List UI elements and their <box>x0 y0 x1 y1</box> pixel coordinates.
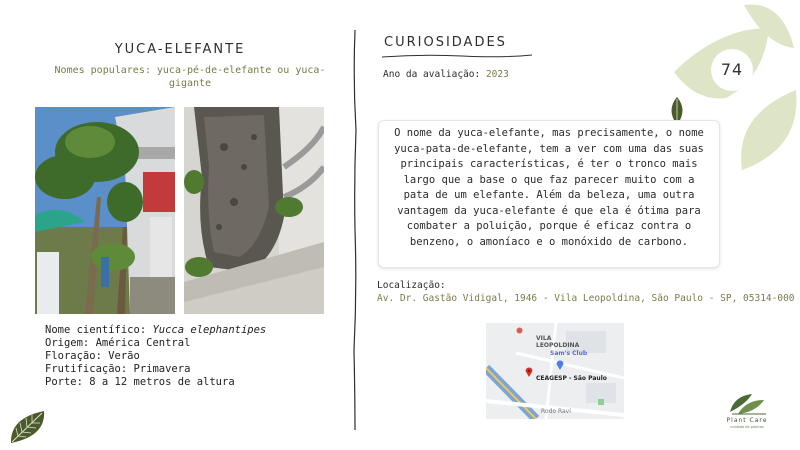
location-label: Localização: <box>377 280 446 291</box>
plant-facts <box>45 324 266 389</box>
yucca-trunk-image <box>184 107 324 314</box>
popular-names: Nomes populares: yuca-pé-de-elefante ou yuca-gigante <box>54 65 326 89</box>
column-divider <box>350 30 360 430</box>
size-row: Porte: 8 a 12 metros de altura <box>45 376 235 388</box>
map-poi-club: Sam's Club <box>550 350 588 357</box>
flowering-row: Floração: Verão <box>45 350 140 362</box>
map-district-label: VILA LEOPOLDINA <box>536 335 580 349</box>
curiosity-text: O nome da yuca-elefante, mas precisamente, o nome yuca-pata-de-elefante, tem a ver com uma das suas principais características, é ter o tronco mais largo que a base o que faz parecer muito com a pata de um elefante. Além da beleza, uma outra vantagem da yuca-elefante é que ela é ótima para combater a poluição, porque é eficaz contra o benzeno, o amoníaco e o monóxido de carbono. <box>394 127 704 248</box>
yucca-trees-image <box>35 107 175 314</box>
leaf-icon <box>8 408 48 446</box>
location-address: Av. Dr. Gastão Vidigal, 1946 - Vila Leopoldina, São Paulo - SP, 05314-000 <box>377 293 795 304</box>
title-underline <box>382 52 532 60</box>
curiosities-title: CURIOSIDADES <box>384 35 507 50</box>
brand-tagline: cuidado de plantas <box>730 425 764 429</box>
fruiting-row: Frutificação: Primavera <box>45 363 191 375</box>
map-poi-main: CEAGESP - São Paulo <box>536 375 607 382</box>
map-poi-red-icon <box>516 327 523 334</box>
plant-title: YUCA-ELEFANTE <box>114 42 246 57</box>
plant-photo-trunk <box>184 107 324 314</box>
year-value: 2023 <box>485 69 509 80</box>
brand-name: Plant Care <box>726 417 768 424</box>
origin-row: Origem: América Central <box>45 337 191 349</box>
scientific-name-value: Yucca elephantipes <box>152 324 267 336</box>
brand-logo-icon <box>726 390 768 416</box>
scientific-name-label: Nome científico: <box>45 324 153 336</box>
year-label: Ano da avaliação: <box>383 69 486 80</box>
evaluation-year <box>383 69 509 80</box>
map-pin-icon[interactable] <box>525 367 533 377</box>
map-store-pin-icon[interactable] <box>556 360 564 370</box>
map-road-label: Rodo Ravi <box>541 408 571 415</box>
curiosity-text-box <box>378 120 720 268</box>
scientific-name-row <box>45 324 266 337</box>
page-number: 74 <box>720 60 744 79</box>
location-map[interactable] <box>486 323 624 419</box>
plant-photo-yucca-trees <box>35 107 175 314</box>
